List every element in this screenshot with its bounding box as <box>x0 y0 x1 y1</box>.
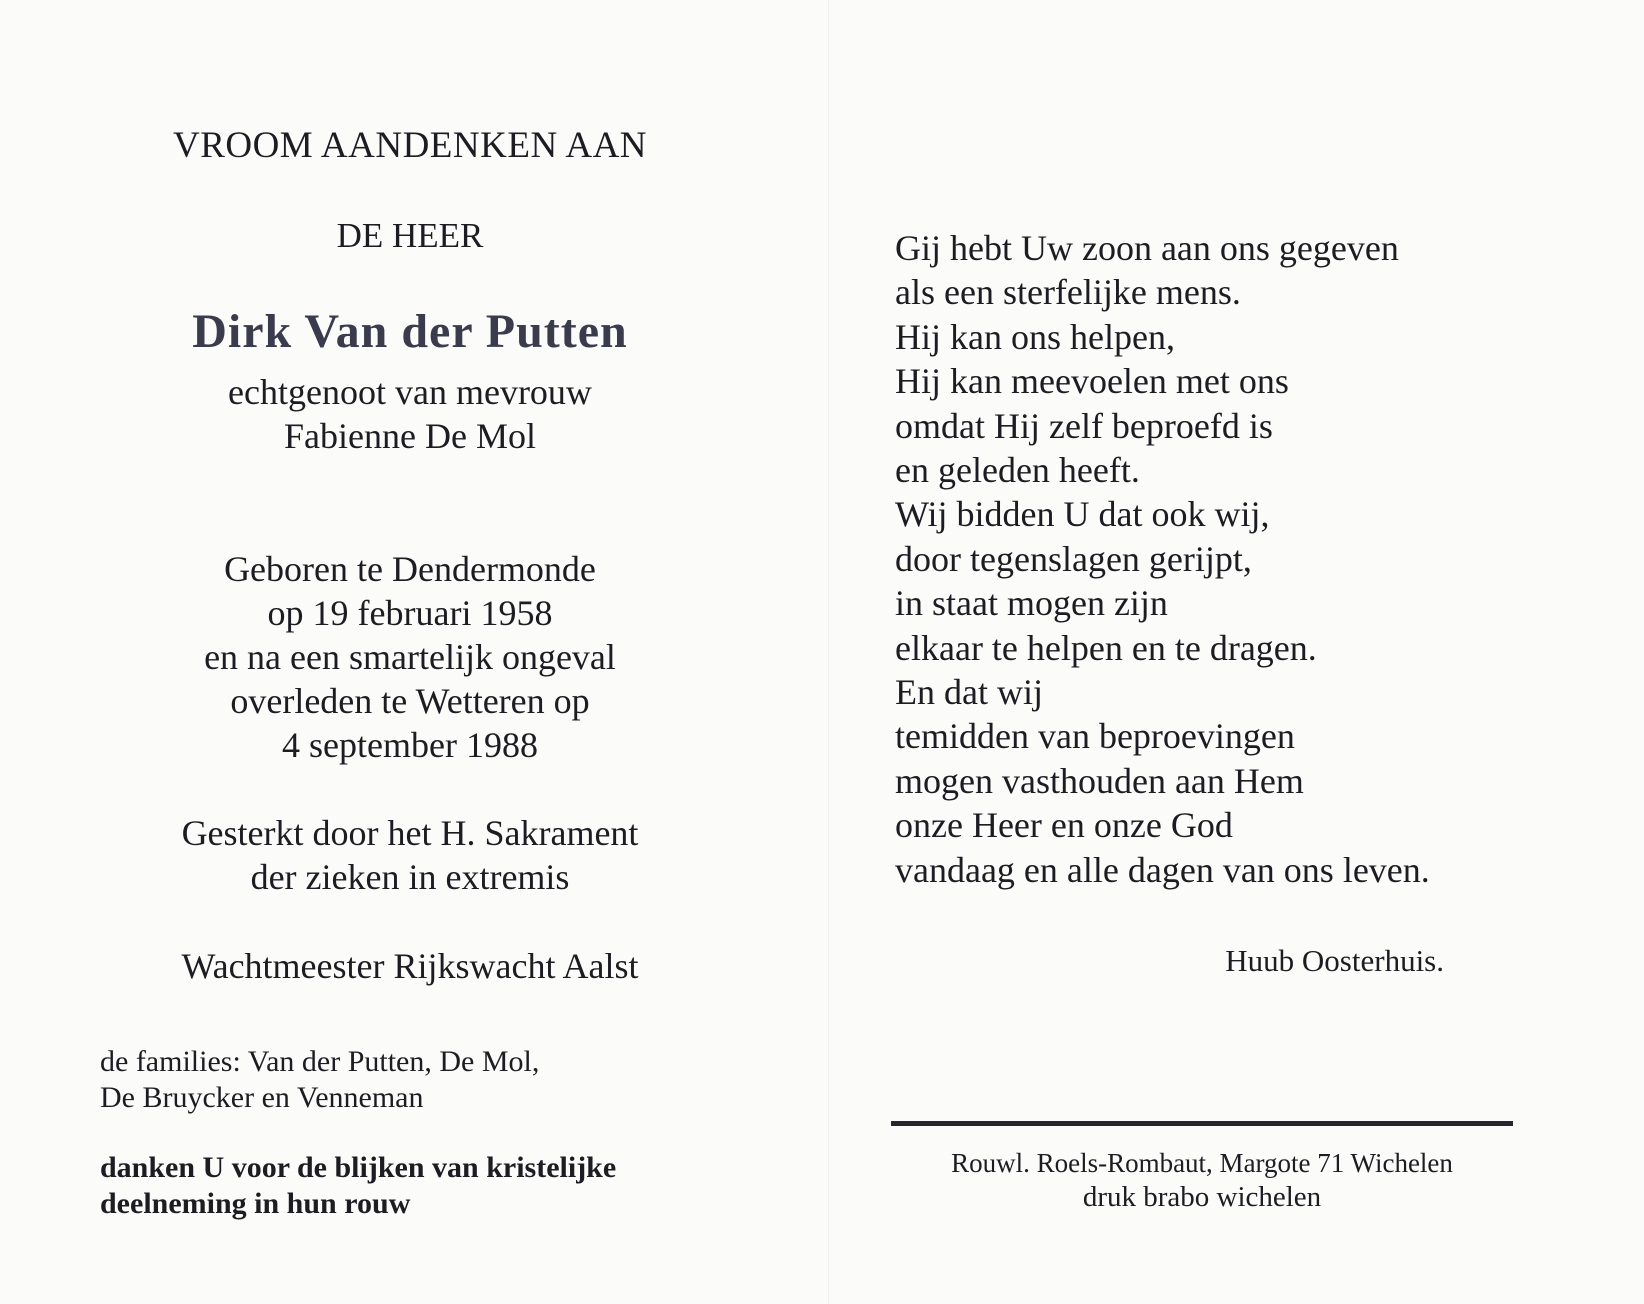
occupation: Wachtmeester Rijkswacht Aalst <box>181 946 639 986</box>
poem-line: Gij hebt Uw zoon aan ons gegeven <box>895 228 1399 268</box>
birth-death-block <box>60 547 760 767</box>
poem-line: omdat Hij zelf beproefd is <box>895 405 1273 446</box>
spouse-line: echtgenoot van mevrouw <box>228 372 592 412</box>
birth-death-line: 4 september 1988 <box>282 725 538 765</box>
poem-line: Hij kan meevoelen met ons <box>895 361 1289 402</box>
poem-author: Huub Oosterhuis. <box>1225 943 1444 978</box>
poem-line: vandaag en alle dagen van ons leven. <box>895 849 1430 890</box>
birth-death-line: Geboren te Dendermonde <box>224 549 596 589</box>
spouse-line: Fabienne De Mol <box>284 416 536 456</box>
poem <box>895 226 1430 892</box>
thanks-line: deelneming in hun rouw <box>100 1187 411 1220</box>
spouse-block <box>60 370 760 458</box>
divider-rule <box>891 1121 1513 1126</box>
sacrament-block <box>60 811 760 899</box>
poem-line: in staat mogen zijn <box>895 583 1168 624</box>
printer-line: Rouwl. Roels-Rombaut, Margote 71 Wichelen <box>951 1148 1453 1178</box>
poem-line: door tegenslagen gerijpt, <box>895 538 1252 579</box>
poem-line: en geleden heeft. <box>895 450 1140 491</box>
printer-credit <box>891 1146 1513 1214</box>
card-fold <box>828 0 829 1304</box>
birth-death-line: en na een smartelijk ongeval <box>204 637 616 677</box>
families-block <box>100 1044 539 1116</box>
poem-line: Hij kan ons helpen, <box>895 316 1175 357</box>
poem-line: En dat wij <box>895 672 1043 713</box>
printer-line: druk brabo wichelen <box>1082 1181 1322 1213</box>
birth-death-line: op 19 februari 1958 <box>267 593 553 633</box>
left-page <box>60 0 760 1304</box>
thanks-line: danken U voor de blijken van kristelijke <box>100 1151 617 1184</box>
birth-death-line: overleden te Wetteren op <box>230 681 590 721</box>
poem-line: temidden van beproevingen <box>895 716 1295 757</box>
deceased-name: Dirk Van der Putten <box>192 305 628 358</box>
thanks-block <box>100 1150 616 1222</box>
title-heading: DE HEER <box>336 216 484 255</box>
memorial-heading: VROOM AANDENKEN AAN <box>172 125 648 166</box>
poem-line: onze Heer en onze God <box>895 805 1233 846</box>
poem-line: elkaar te helpen en te dragen. <box>895 627 1317 668</box>
sacrament-line: der zieken in extremis <box>250 857 570 897</box>
poem-line: Wij bidden U dat ook wij, <box>895 494 1270 535</box>
poem-line: mogen vasthouden aan Hem <box>895 760 1304 801</box>
families-line: De Bruycker en Venneman <box>100 1081 424 1114</box>
families-line: de families: Van der Putten, De Mol, <box>100 1045 540 1078</box>
sacrament-line: Gesterkt door het H. Sakrament <box>181 813 639 853</box>
poem-line: als een sterfelijke mens. <box>895 272 1241 313</box>
